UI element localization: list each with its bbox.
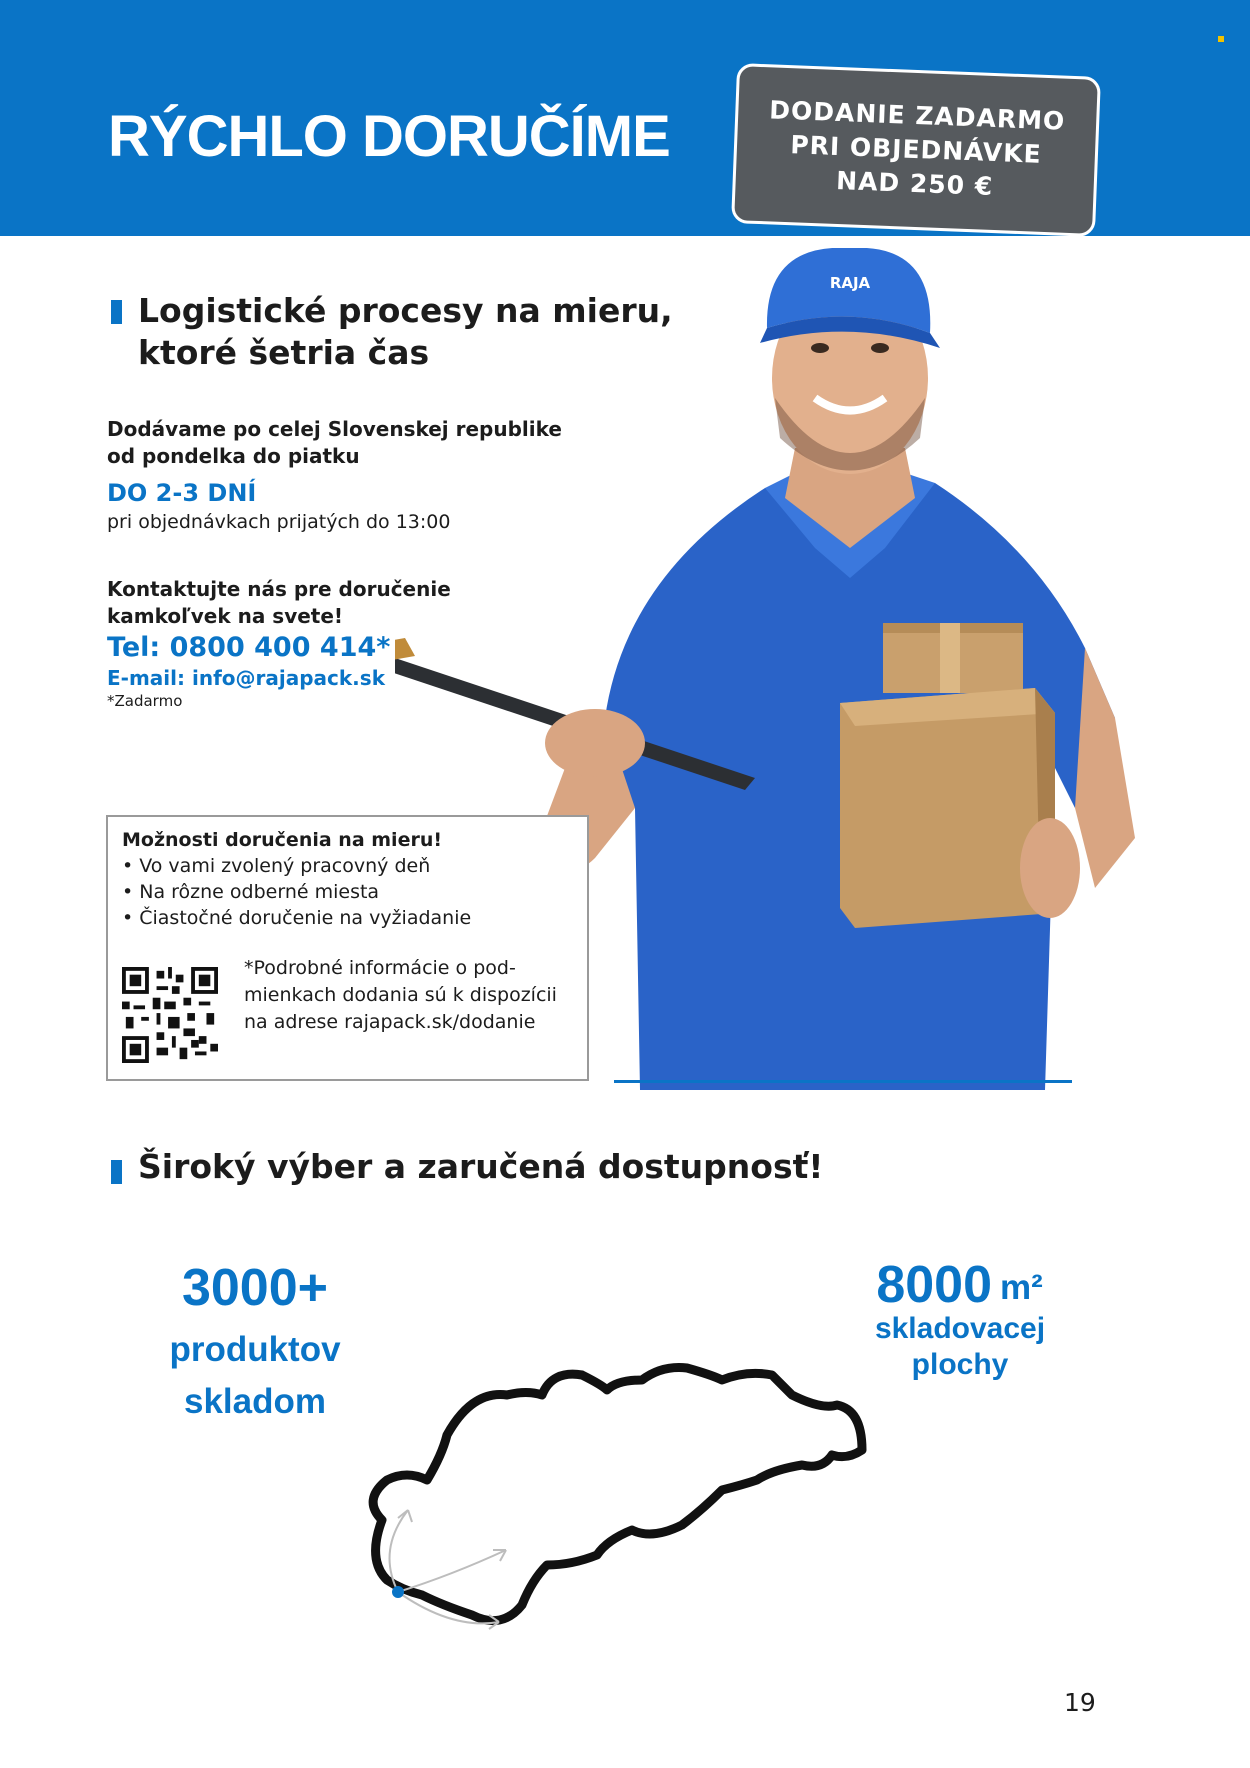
products-label-line-1: produktov [169, 1330, 341, 1369]
logistics-heading-line-1: Logistické procesy na mieru, [138, 291, 673, 330]
list-item: • Vo vami zvolený pracovný deň [122, 855, 431, 877]
options-list [122, 853, 471, 931]
qr-info-line-1: *Podrobné informácie o pod- [244, 957, 516, 979]
promo-line-1: DODANIE ZADARMO [768, 95, 1066, 136]
section-marker-logistics [111, 300, 122, 324]
corner-print-mark [1218, 36, 1224, 42]
delivery-time: DO 2-3 DNÍ [107, 479, 257, 507]
free-delivery-badge [731, 63, 1101, 237]
promo-line-2: PRI OBJEDNÁVKE [789, 130, 1043, 169]
delivery-intro-line-1: Dodávame po celej Slovenskej republike [107, 417, 562, 441]
page-title: RÝCHLO DORUČÍME [108, 104, 670, 169]
phone-footnote: *Zadarmo [107, 692, 183, 710]
email-address[interactable]: E-mail: info@rajapack.sk [107, 666, 385, 690]
products-count: 3000+ [181, 1259, 329, 1317]
promo-line-3: NAD 250 € [835, 165, 994, 201]
storage-area: 8000 [876, 1256, 992, 1314]
options-title: Možnosti doručenia na mieru! [122, 829, 443, 851]
phone-number[interactable]: Tel: 0800 400 414* [107, 632, 391, 663]
contact-intro-line-2: kamkoľvek na svete! [107, 604, 344, 628]
availability-heading: Široký výber a zaručená dostupnosť! [138, 1147, 824, 1186]
qr-info-text [244, 955, 557, 1036]
photo-underline [614, 1080, 1072, 1083]
delivery-options-box [106, 815, 589, 1081]
section-marker-availability [111, 1160, 122, 1184]
cap-logo: RAJA [829, 274, 871, 292]
qr-info-line-2: mienkach dodania sú k dispozícii [244, 984, 557, 1006]
contact-intro-line-1: Kontaktujte nás pre doručenie [107, 577, 451, 601]
list-item: • Čiastočné doručenie na vyžiadanie [122, 907, 472, 929]
storage-label-line-1: skladovacej [874, 1312, 1046, 1345]
storage-label-line-2: plochy [911, 1348, 1009, 1381]
list-item: • Na rôzne odberné miesta [122, 881, 380, 903]
logistics-heading-line-2: ktoré šetria čas [138, 333, 430, 372]
qr-info-line-3[interactable]: na adrese rajapack.sk/dodanie [244, 1011, 536, 1033]
delivery-intro-line-2: od pondelka do piatku [107, 444, 360, 468]
delivery-condition: pri objednávkach prijatých do 13:00 [107, 511, 451, 533]
products-label-line-2: skladom [184, 1382, 326, 1421]
page-number: 19 [1064, 1688, 1096, 1717]
storage-unit: m² [1000, 1268, 1043, 1307]
slovakia-map [352, 1360, 892, 1660]
qr-code-icon[interactable] [122, 967, 218, 1063]
